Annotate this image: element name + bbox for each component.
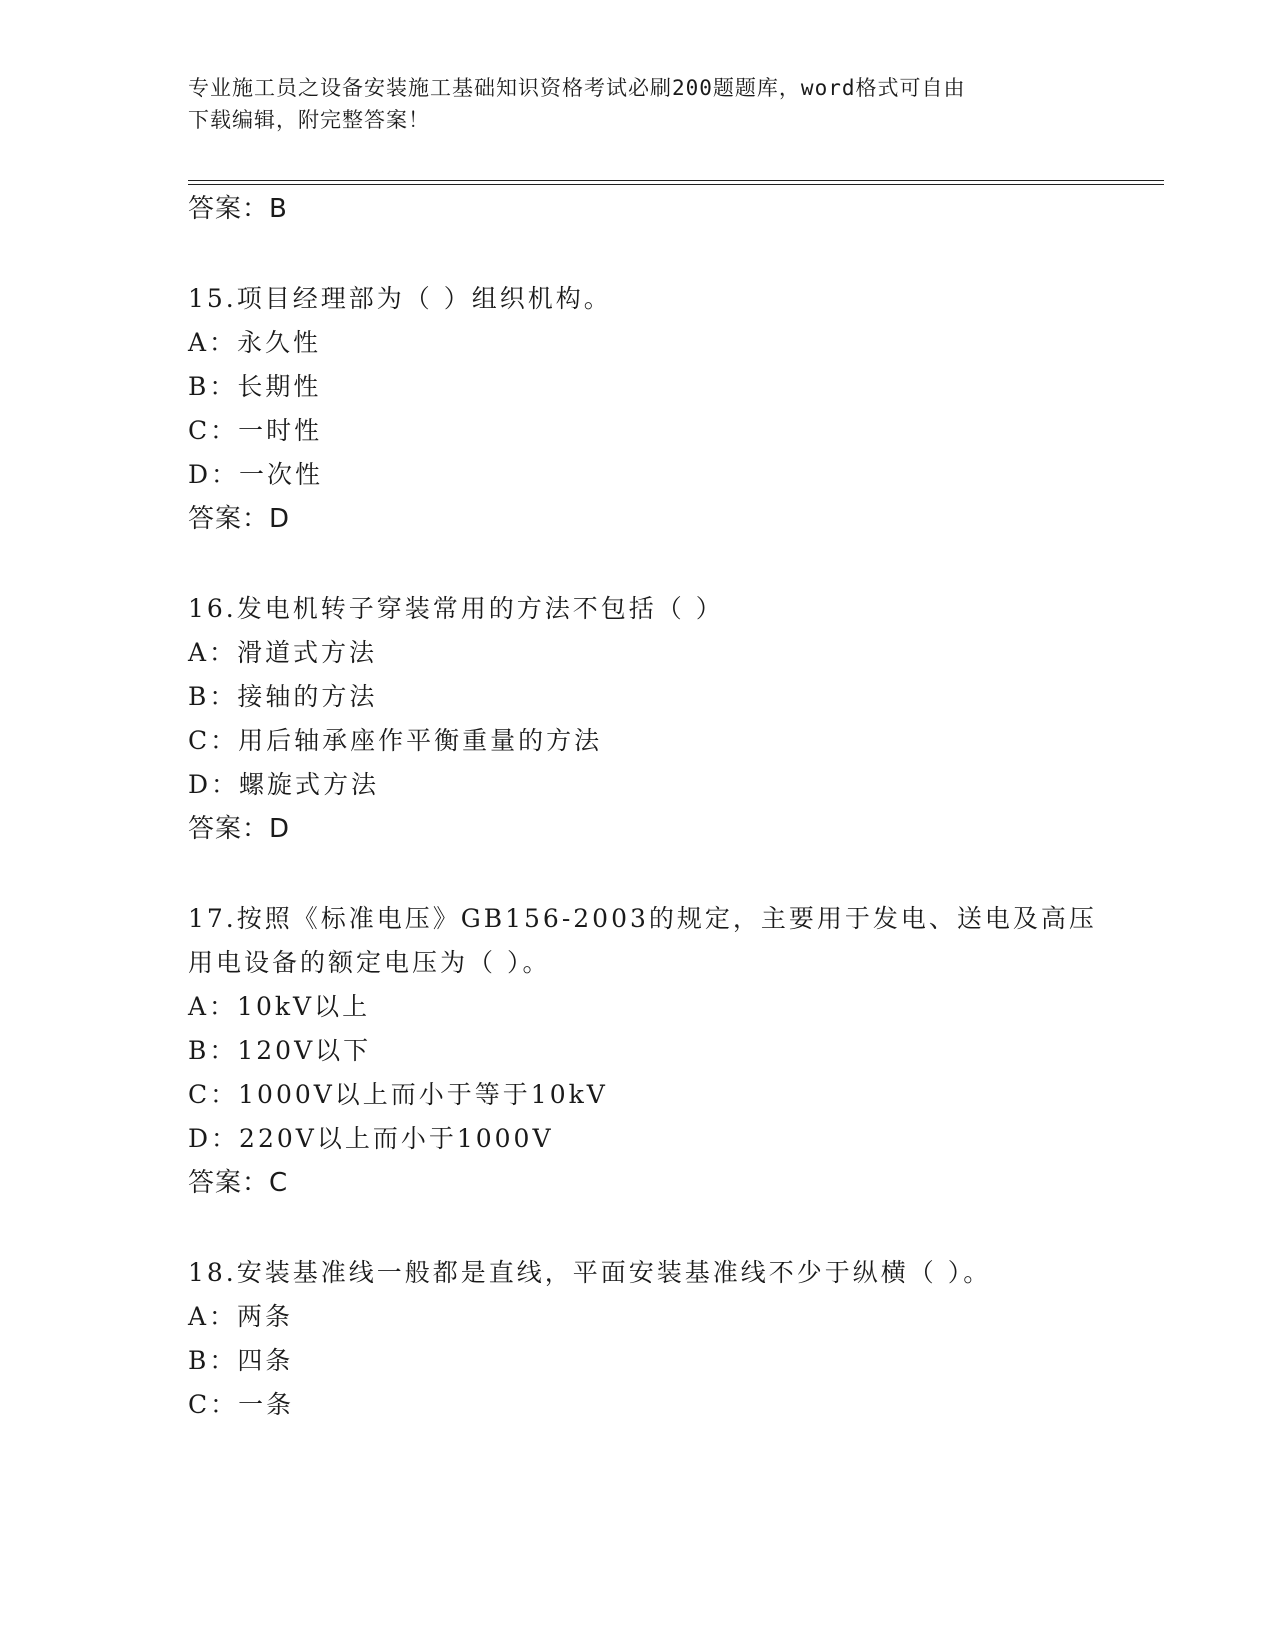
question-15-option-c: C：一时性 [188, 416, 323, 445]
question-17-option-a: A：10kV以上 [188, 992, 371, 1021]
question-18-option-c: C：一条 [188, 1390, 295, 1419]
question-16-option-d: D：螺旋式方法 [188, 770, 380, 799]
question-15-option-b: B：长期性 [188, 372, 322, 401]
question-15-option-a: A：永久性 [188, 328, 322, 357]
question-18-option-b: B：四条 [188, 1346, 294, 1375]
answer-17: 答案：C [188, 1168, 289, 1198]
question-16-option-c: C：用后轴承座作平衡重量的方法 [188, 726, 603, 755]
question-16-option-a: A：滑道式方法 [188, 638, 378, 667]
question-15-option-d: D：一次性 [188, 460, 324, 489]
header-line-1: 专业施工员之设备安装施工基础知识资格考试必刷200题题库，word格式可自由 [188, 76, 966, 100]
question-16-option-b: B：接轴的方法 [188, 682, 378, 711]
question-17-option-c: C：1000V以上而小于等于10kV [188, 1080, 608, 1109]
answer-14: 答案：B [188, 194, 288, 224]
question-17-option-b: B：120V以下 [188, 1036, 372, 1065]
question-16: 16.发电机转子穿装常用的方法不包括（ ） [188, 594, 724, 623]
answer-15: 答案：D [188, 504, 291, 534]
header-divider-bottom [188, 184, 1164, 185]
question-17-line-1: 17.按照《标准电压》GB156-2003的规定，主要用于发电、送电及高压 [188, 904, 1097, 933]
question-18: 18.安装基准线一般都是直线，平面安装基准线不少于纵横（ ）。 [188, 1258, 992, 1287]
question-15: 15.项目经理部为（ ）组织机构。 [188, 284, 612, 313]
header-line-2: 下载编辑，附完整答案！ [188, 108, 430, 132]
question-17-line-2: 用电设备的额定电压为（ ）。 [188, 948, 551, 977]
question-18-option-a: A：两条 [188, 1302, 294, 1331]
answer-16: 答案：D [188, 814, 291, 844]
header-divider-top [188, 180, 1164, 181]
document-header [188, 72, 1088, 136]
question-17-option-d: D：220V以上而小于1000V [188, 1124, 554, 1153]
